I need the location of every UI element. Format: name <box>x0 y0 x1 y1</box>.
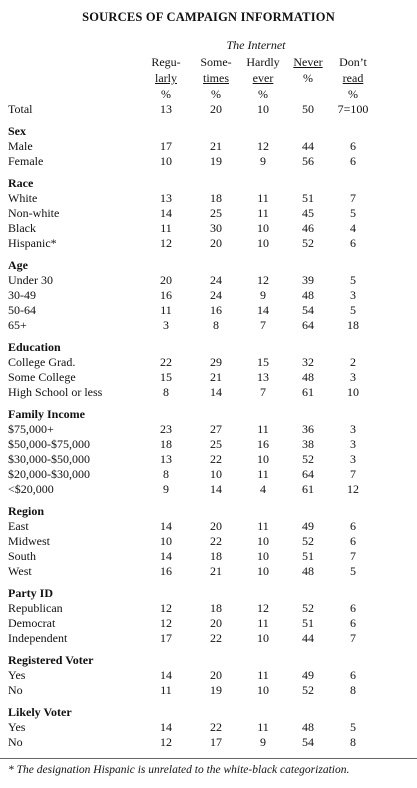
table-cell: 9 <box>163 482 169 496</box>
table-cell: 11 <box>257 422 269 436</box>
section-heading: Region <box>8 504 44 518</box>
row-label: No <box>8 683 23 697</box>
column-header <box>333 54 373 102</box>
table-cell: 19 <box>210 683 222 697</box>
table-cell: 12 <box>160 616 172 630</box>
column-header-line: % <box>258 87 268 101</box>
table-cell: 6 <box>350 668 356 682</box>
table-cell: 11 <box>160 221 172 235</box>
table-cell: 51 <box>302 549 314 563</box>
table-cell: 20 <box>210 616 222 630</box>
table-cell: 6 <box>350 519 356 533</box>
table-cell: 18 <box>210 191 222 205</box>
table-row <box>0 467 417 482</box>
row-label: West <box>8 564 32 578</box>
table-cell: 49 <box>302 668 314 682</box>
table-cell: 14 <box>160 668 172 682</box>
table-cell: 22 <box>210 631 222 645</box>
table-cell: 2 <box>350 355 356 369</box>
table-cell: 9 <box>260 154 266 168</box>
table-cell: 20 <box>160 273 172 287</box>
table-cell: 7 <box>350 467 356 481</box>
table-cell: 61 <box>302 385 314 399</box>
table-cell: 3 <box>350 370 356 384</box>
column-header-line: % <box>303 71 313 85</box>
table-cell: 10 <box>257 683 269 697</box>
table-row <box>0 564 417 579</box>
table-cell: 18 <box>210 549 222 563</box>
section-heading: Sex <box>8 124 26 138</box>
table-cell: 5 <box>350 273 356 287</box>
table-cell: 4 <box>350 221 356 235</box>
table-cell: 3 <box>163 318 169 332</box>
footnote: * The designation Hispanic is unrelated to the white-black categorization. <box>8 764 350 776</box>
row-label: Some College <box>8 370 76 384</box>
table-cell: 44 <box>302 139 314 153</box>
table-cell: 14 <box>210 385 222 399</box>
table-cell: 11 <box>257 191 269 205</box>
table-cell: 22 <box>210 720 222 734</box>
table-cell: 25 <box>210 206 222 220</box>
table-cell: 51 <box>302 191 314 205</box>
table-cell: 6 <box>350 601 356 615</box>
table-row <box>0 191 417 206</box>
row-label: East <box>8 519 29 533</box>
table-cell: 48 <box>302 370 314 384</box>
table-cell: 54 <box>302 303 314 317</box>
column-header <box>146 54 186 102</box>
table-row <box>0 519 417 534</box>
table-cell: 18 <box>160 437 172 451</box>
table-cell: 48 <box>302 288 314 302</box>
table-cell: 3 <box>350 422 356 436</box>
table-cell: 14 <box>160 549 172 563</box>
table-cell: 15 <box>257 355 269 369</box>
row-label: Independent <box>8 631 68 645</box>
table-cell: 7 <box>350 191 356 205</box>
table-row <box>0 549 417 564</box>
table-row <box>0 102 417 117</box>
table-cell: 13 <box>160 452 172 466</box>
table-cell: 14 <box>210 482 222 496</box>
table-row <box>0 437 417 452</box>
table-cell: 13 <box>160 191 172 205</box>
row-label: South <box>8 549 37 563</box>
table-cell: 17 <box>160 631 172 645</box>
column-header-line: larly <box>155 71 177 85</box>
table-cell: 12 <box>160 735 172 749</box>
table-cell: 48 <box>302 564 314 578</box>
section-heading: Race <box>8 176 34 190</box>
table-cell: 52 <box>302 601 314 615</box>
table-row <box>0 482 417 497</box>
table-row <box>0 206 417 221</box>
table-cell: 21 <box>210 139 222 153</box>
table-cell: 15 <box>160 370 172 384</box>
section-heading: Registered Voter <box>8 653 94 667</box>
page-title: SOURCES OF CAMPAIGN INFORMATION <box>82 10 335 24</box>
row-label: Black <box>8 221 36 235</box>
table-cell: 11 <box>257 668 269 682</box>
table-cell: 49 <box>302 519 314 533</box>
table-row <box>0 452 417 467</box>
table-cell: 38 <box>302 437 314 451</box>
table-row <box>0 370 417 385</box>
row-label: 50-64 <box>8 303 36 317</box>
table-cell: 3 <box>350 437 356 451</box>
table-cell: 64 <box>302 467 314 481</box>
table-cell: 6 <box>350 236 356 250</box>
table-cell: 12 <box>257 139 269 153</box>
table-cell: 20 <box>210 519 222 533</box>
table-row <box>0 668 417 683</box>
table-row <box>0 154 417 169</box>
table-cell: 8 <box>163 467 169 481</box>
table-cell: 21 <box>210 370 222 384</box>
table-cell: 16 <box>210 303 222 317</box>
table-row <box>0 631 417 646</box>
table-cell: 6 <box>350 616 356 630</box>
table-cell: 14 <box>160 206 172 220</box>
table-row <box>0 601 417 616</box>
table-cell: 10 <box>210 467 222 481</box>
table-cell: 7=100 <box>337 102 369 116</box>
section-heading: Education <box>8 340 61 354</box>
table-cell: 14 <box>160 519 172 533</box>
table-cell: 17 <box>160 139 172 153</box>
table-cell: 12 <box>160 601 172 615</box>
table-cell: 24 <box>210 288 222 302</box>
row-label: Under 30 <box>8 273 53 287</box>
row-label: 65+ <box>8 318 27 332</box>
table-cell: 11 <box>257 467 269 481</box>
column-header <box>243 54 283 102</box>
table-row <box>0 355 417 370</box>
table-cell: 44 <box>302 631 314 645</box>
table-cell: 20 <box>210 236 222 250</box>
table-cell: 50 <box>302 102 314 116</box>
table-cell: 45 <box>302 206 314 220</box>
table-cell: 5 <box>350 303 356 317</box>
table-cell: 7 <box>350 549 356 563</box>
table-cell: 11 <box>257 616 269 630</box>
column-header-line: Never <box>293 55 323 69</box>
table-cell: 48 <box>302 720 314 734</box>
section-heading: Age <box>8 258 28 272</box>
table-cell: 22 <box>210 534 222 548</box>
table-cell: 12 <box>160 236 172 250</box>
table-cell: 7 <box>260 318 266 332</box>
table-row <box>0 616 417 631</box>
table-row <box>0 683 417 698</box>
table-cell: 9 <box>260 288 266 302</box>
column-header-line: Don’t <box>339 55 367 69</box>
row-label: Total <box>8 102 33 116</box>
table-cell: 8 <box>213 318 219 332</box>
column-header-line: Some- <box>200 55 232 69</box>
column-header <box>288 54 328 86</box>
row-label: Male <box>8 139 33 153</box>
table-cell: 16 <box>257 437 269 451</box>
table-cell: 18 <box>210 601 222 615</box>
column-header-line: % <box>348 87 358 101</box>
table-cell: 10 <box>257 452 269 466</box>
column-header-line: Regu- <box>151 55 181 69</box>
row-label: Non-white <box>8 206 60 220</box>
table-cell: 3 <box>350 288 356 302</box>
table-cell: 10 <box>160 154 172 168</box>
table-cell: 24 <box>210 273 222 287</box>
row-label: <$20,000 <box>8 482 54 496</box>
row-label: $75,000+ <box>8 422 54 436</box>
table-cell: 10 <box>347 385 359 399</box>
row-label: No <box>8 735 23 749</box>
row-label: $50,000-$75,000 <box>8 437 90 451</box>
row-label: White <box>8 191 38 205</box>
table-cell: 13 <box>257 370 269 384</box>
table-cell: 25 <box>210 437 222 451</box>
table-cell: 10 <box>257 564 269 578</box>
table-cell: 30 <box>210 221 222 235</box>
table-cell: 22 <box>210 452 222 466</box>
table-cell: 6 <box>350 139 356 153</box>
table-row <box>0 236 417 251</box>
table-cell: 52 <box>302 683 314 697</box>
row-label: Midwest <box>8 534 50 548</box>
table-cell: 8 <box>350 735 356 749</box>
table-cell: 27 <box>210 422 222 436</box>
table-cell: 52 <box>302 452 314 466</box>
row-label: College Grad. <box>8 355 76 369</box>
table-cell: 5 <box>350 720 356 734</box>
row-label: Republican <box>8 601 63 615</box>
column-header-line: read <box>342 71 364 85</box>
table-cell: 61 <box>302 482 314 496</box>
column-header-line: % <box>211 87 221 101</box>
table-row <box>0 221 417 236</box>
row-label: Yes <box>8 668 26 682</box>
row-label: High School or less <box>8 385 103 399</box>
table-row <box>0 422 417 437</box>
table-cell: 10 <box>257 102 269 116</box>
table-cell: 13 <box>160 102 172 116</box>
table-row <box>0 534 417 549</box>
table-cell: 17 <box>210 735 222 749</box>
row-label: Democrat <box>8 616 56 630</box>
table-cell: 20 <box>210 102 222 116</box>
column-header-line: % <box>161 87 171 101</box>
row-label: $30,000-$50,000 <box>8 452 90 466</box>
table-cell: 16 <box>160 564 172 578</box>
table-row <box>0 720 417 735</box>
row-label: Hispanic* <box>8 236 57 250</box>
table-cell: 64 <box>302 318 314 332</box>
table-cell: 3 <box>350 452 356 466</box>
table-cell: 36 <box>302 422 314 436</box>
table-cell: 10 <box>257 221 269 235</box>
table-cell: 14 <box>160 720 172 734</box>
table-cell: 21 <box>210 564 222 578</box>
section-heading: Party ID <box>8 586 53 600</box>
row-label: 30-49 <box>8 288 36 302</box>
table-cell: 7 <box>260 385 266 399</box>
table-cell: 11 <box>160 303 172 317</box>
column-header-line: times <box>203 71 229 85</box>
table-row <box>0 318 417 333</box>
row-label: $20,000-$30,000 <box>8 467 90 481</box>
table-row <box>0 385 417 400</box>
table-cell: 22 <box>160 355 172 369</box>
table-cell: 39 <box>302 273 314 287</box>
table-cell: 11 <box>257 720 269 734</box>
table-cell: 6 <box>350 154 356 168</box>
column-header-line: Hardly <box>246 55 280 69</box>
table-cell: 54 <box>302 735 314 749</box>
section-heading: Family Income <box>8 407 85 421</box>
table-cell: 8 <box>350 683 356 697</box>
table-cell: 5 <box>350 206 356 220</box>
table-cell: 4 <box>260 482 266 496</box>
table-cell: 12 <box>257 273 269 287</box>
table-cell: 14 <box>257 303 269 317</box>
table-row <box>0 735 417 750</box>
table-cell: 56 <box>302 154 314 168</box>
table-cell: 18 <box>347 318 359 332</box>
table-cell: 46 <box>302 221 314 235</box>
table-cell: 32 <box>302 355 314 369</box>
table-cell: 16 <box>160 288 172 302</box>
divider <box>0 758 417 759</box>
table-cell: 11 <box>160 683 172 697</box>
table-cell: 51 <box>302 616 314 630</box>
table-cell: 7 <box>350 631 356 645</box>
column-header <box>196 54 236 102</box>
table-cell: 52 <box>302 534 314 548</box>
table-cell: 12 <box>347 482 359 496</box>
table-cell: 11 <box>257 519 269 533</box>
table-cell: 23 <box>160 422 172 436</box>
table-cell: 10 <box>257 236 269 250</box>
table-cell: 10 <box>257 534 269 548</box>
table-cell: 9 <box>260 735 266 749</box>
table-row <box>0 303 417 318</box>
table-cell: 5 <box>350 564 356 578</box>
table-cell: 20 <box>210 668 222 682</box>
table-cell: 52 <box>302 236 314 250</box>
table-cell: 6 <box>350 534 356 548</box>
row-label: Yes <box>8 720 26 734</box>
table-cell: 12 <box>257 601 269 615</box>
table-cell: 10 <box>257 549 269 563</box>
table-row <box>0 288 417 303</box>
table-cell: 10 <box>257 631 269 645</box>
table-row <box>0 139 417 154</box>
column-group-label: The Internet <box>226 38 286 52</box>
table-cell: 29 <box>210 355 222 369</box>
table-cell: 19 <box>210 154 222 168</box>
table-cell: 10 <box>160 534 172 548</box>
section-heading: Likely Voter <box>8 705 72 719</box>
row-label: Female <box>8 154 44 168</box>
table-cell: 8 <box>163 385 169 399</box>
table-row <box>0 273 417 288</box>
column-header-line: ever <box>252 71 274 85</box>
table-cell: 11 <box>257 206 269 220</box>
